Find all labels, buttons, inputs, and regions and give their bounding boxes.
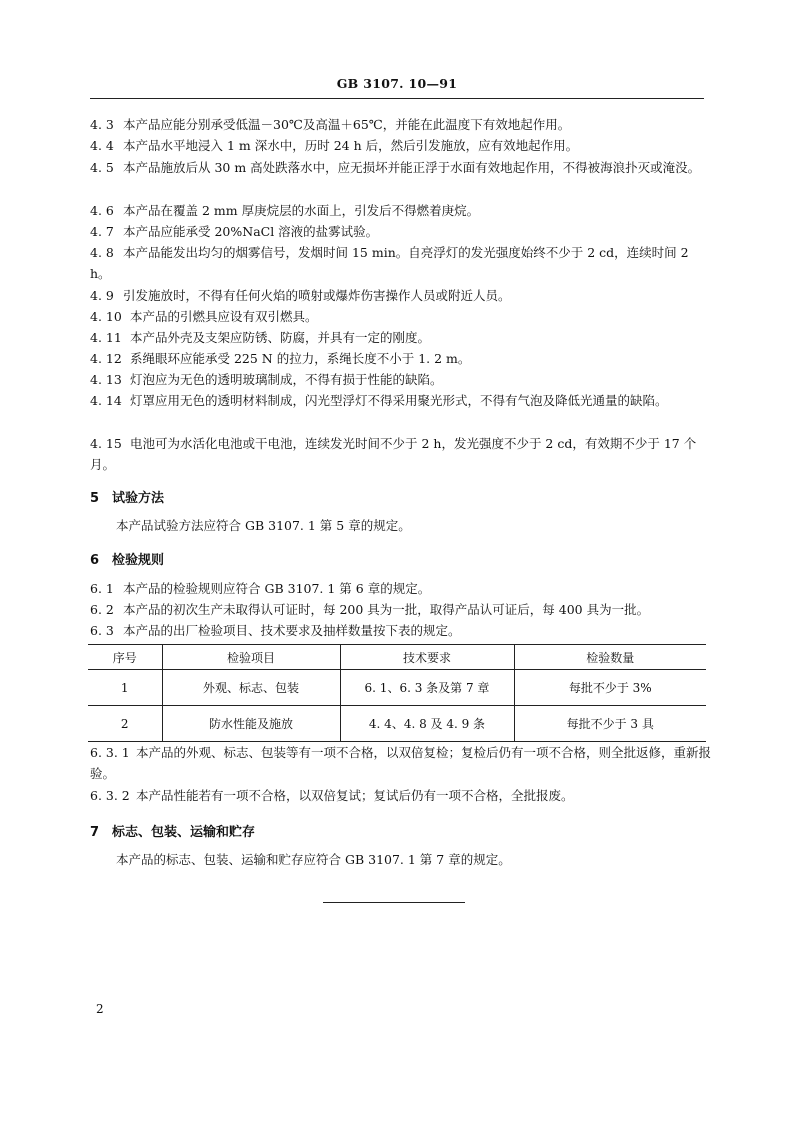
clause-text: 本产品施放后从 30 m 高处跌落水中，应无损坏并能正浮于水面有效地起作用，不得被海浪扑灭或淹没。: [123, 160, 701, 175]
col-header-quantity: 检验数量: [514, 645, 706, 670]
clause-number: 6. 1: [90, 581, 114, 596]
clause-number: 6. 3: [90, 623, 114, 638]
clause-number: 4. 13: [90, 372, 122, 387]
clause-4-15: [90, 433, 712, 475]
section-5-heading: [90, 487, 164, 506]
clause-number: 4. 7: [90, 224, 114, 239]
table-header-row: [88, 645, 706, 670]
clause-6-3-1: [90, 742, 712, 784]
section-number: 6: [90, 553, 100, 568]
table-cell: 每批不少于 3 具: [514, 706, 706, 742]
section-title: 检验规则: [112, 553, 165, 568]
clause-text: 灯泡应为无色的透明玻璃制成，不得有损于性能的缺陷。: [130, 372, 443, 387]
clause-number: 4. 8: [90, 245, 114, 260]
document-header: GB 3107. 10—91: [336, 76, 458, 91]
end-rule: [323, 902, 465, 903]
section-number: 7: [90, 825, 100, 840]
table-cell: 外观、标志、包装: [162, 670, 340, 706]
col-header-seq: 序号: [88, 645, 162, 670]
table-cell: 防水性能及施放: [162, 706, 340, 742]
section-number: 5: [90, 491, 100, 506]
clause-number: 4. 9: [90, 288, 114, 303]
section-6-heading: [90, 549, 164, 568]
clause-4-8: [90, 242, 712, 284]
clause-text: 灯罩应用无色的透明材料制成，闪光型浮灯不得采用聚光形式，不得有气泡及降低光通量的缺陷。: [130, 393, 668, 408]
col-header-requirement: 技术要求: [340, 645, 514, 670]
clause-4-6: [90, 200, 712, 221]
clause-text: 本产品能发出均匀的烟雾信号，发烟时间 15 min。自亮浮灯的发光强度始终不少于 2 cd，连续时间 2 h。: [90, 245, 689, 281]
table-row: [88, 706, 706, 742]
clause-text: 本产品的出厂检验项目、技术要求及抽样数量按下表的规定。: [123, 623, 461, 638]
table-cell: 4. 4、4. 8 及 4. 9 条: [340, 706, 514, 742]
clause-4-4: [90, 135, 712, 156]
section-7-text: 本产品的标志、包装、运输和贮存应符合 GB 3107. 1 第 7 章的规定。: [116, 852, 511, 867]
clause-4-7: [90, 221, 712, 242]
clause-4-14: [90, 390, 712, 411]
clause-6-2: [90, 599, 712, 620]
clause-4-5: [90, 157, 712, 178]
clause-text: 本产品的引燃具应设有双引燃具。: [130, 309, 318, 324]
clause-text: 本产品在覆盖 2 mm 厚庚烷层的水面上，引发后不得燃着庚烷。: [123, 203, 480, 218]
inspection-table: [88, 644, 706, 742]
clause-number: 6. 2: [90, 602, 114, 617]
section-5-text: 本产品试验方法应符合 GB 3107. 1 第 5 章的规定。: [116, 518, 411, 533]
clause-4-3: [90, 114, 712, 135]
clause-text: 本产品的初次生产未取得认可证时，每 200 具为一批，取得产品认可证后，每 400 具为一批。: [123, 602, 650, 617]
clause-number: 4. 3: [90, 117, 114, 132]
clause-number: 4. 14: [90, 393, 122, 408]
clause-text: 系绳眼环应能承受 225 N 的拉力，系绳长度不小于 1. 2 m。: [130, 351, 471, 366]
clause-number: 4. 11: [90, 330, 122, 345]
table-cell: 2: [88, 706, 162, 742]
clause-6-3: [90, 620, 712, 641]
section-7-heading: [90, 821, 255, 840]
section-title: 标志、包装、运输和贮存: [112, 825, 256, 840]
clause-number: 4. 6: [90, 203, 114, 218]
table-cell: 6. 1、6. 3 条及第 7 章: [340, 670, 514, 706]
section-title: 试验方法: [112, 491, 165, 506]
clause-4-11: [90, 327, 712, 348]
clause-text: 本产品的检验规则应符合 GB 3107. 1 第 6 章的规定。: [123, 581, 431, 596]
clause-text: 本产品的外观、标志、包装等有一项不合格，以双倍复检；复检后仍有一项不合格，则全批返修，重新报验。: [90, 745, 712, 781]
clause-number: 4. 12: [90, 351, 122, 366]
clause-6-1: [90, 578, 712, 599]
col-header-item: 检验项目: [162, 645, 340, 670]
header-rule: [90, 98, 704, 99]
clause-6-3-2: [90, 785, 712, 806]
clause-text: 本产品性能若有一项不合格，以双倍复试；复试后仍有一项不合格，全批报废。: [136, 788, 574, 803]
clause-4-13: [90, 369, 712, 390]
clause-text: 本产品水平地浸入 1 m 深水中，历时 24 h 后，然后引发施放，应有效地起作用。: [123, 138, 579, 153]
clause-number: 4. 4: [90, 138, 114, 153]
clause-text: 本产品应能承受 20%NaCl 溶液的盐雾试验。: [123, 224, 379, 239]
clause-text: 引发施放时，不得有任何火焰的喷射或爆炸伤害操作人员或附近人员。: [123, 288, 511, 303]
clause-number: 6. 3. 1: [90, 745, 130, 760]
table-cell: 每批不少于 3%: [514, 670, 706, 706]
clause-number: 4. 15: [90, 436, 122, 451]
clause-number: 4. 5: [90, 160, 114, 175]
clause-text: 本产品外壳及支架应防锈、防腐，并具有一定的刚度。: [130, 330, 431, 345]
clause-text: 电池可为水活化电池或干电池，连续发光时间不少于 2 h，发光强度不少于 2 cd，有效期不少于 17 个月。: [90, 436, 697, 472]
clause-4-10: [90, 306, 712, 327]
clause-number: 4. 10: [90, 309, 122, 324]
clause-4-9: [90, 285, 712, 306]
clause-number: 6. 3. 2: [90, 788, 130, 803]
table-cell: 1: [88, 670, 162, 706]
page-number: 2: [96, 1002, 104, 1016]
clause-text: 本产品应能分别承受低温－30℃及高温＋65℃，并能在此温度下有效地起作用。: [123, 117, 571, 132]
clause-4-12: [90, 348, 712, 369]
table-row: [88, 670, 706, 706]
